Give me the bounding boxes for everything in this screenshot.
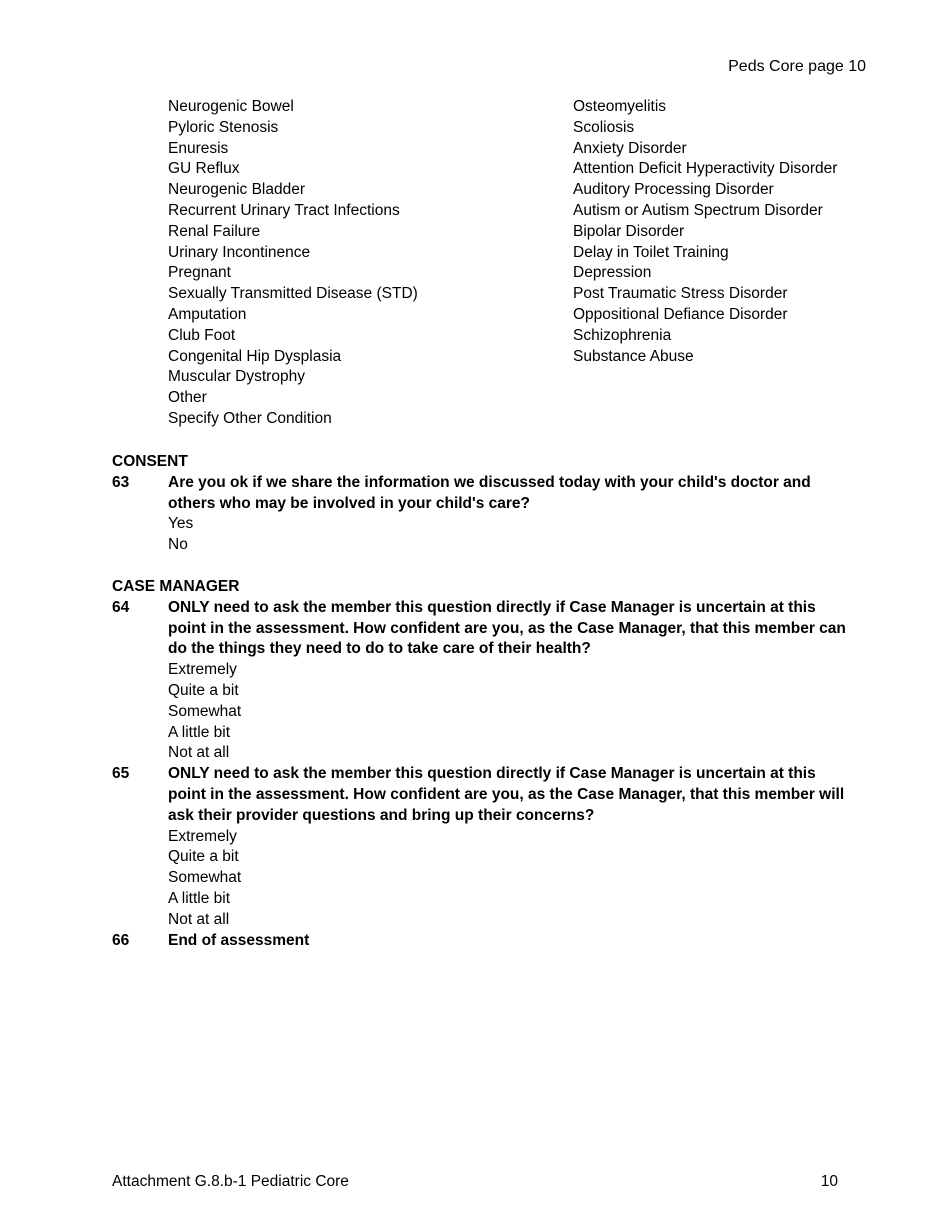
answer-option: Extremely: [168, 661, 237, 679]
condition-item: Enuresis: [168, 139, 229, 157]
condition-item: Pregnant: [168, 264, 231, 282]
condition-item: Recurrent Urinary Tract Infections: [168, 201, 400, 219]
condition-list: [168, 97, 888, 430]
condition-item: Post Traumatic Stress Disorder: [573, 285, 788, 303]
condition-item: Osteomyelitis: [573, 98, 667, 115]
condition-item: Urinary Incontinence: [168, 243, 311, 261]
condition-item: Neurogenic Bladder: [168, 181, 306, 199]
condition-item: Substance Abuse: [573, 347, 694, 365]
case-manager-section: [112, 577, 852, 951]
condition-item: Anxiety Disorder: [573, 139, 687, 157]
condition-item: Bipolar Disorder: [573, 222, 685, 240]
condition-item: Oppositional Defiance Disorder: [573, 305, 788, 323]
question-64: [112, 598, 852, 764]
condition-item: Autism or Autism Spectrum Disorder: [573, 201, 823, 219]
condition-column-left: [168, 97, 573, 430]
question-66: [112, 931, 852, 952]
question-text: ONLY need to ask the member this question directly if Case Manager is uncertain at this point in the assessment. How confident are you, as the Case Manager, that this member can do the things they need to do to take care of their health?: [168, 598, 846, 658]
answer-option: Somewhat: [168, 869, 242, 887]
answer-option: Quite a bit: [168, 848, 239, 866]
answer-option: Yes: [168, 515, 194, 533]
condition-item: Auditory Processing Disorder: [573, 181, 774, 199]
answer-option: A little bit: [168, 889, 231, 907]
question-65: [112, 764, 852, 930]
condition-item: Neurogenic Bowel: [168, 98, 294, 115]
question-63: [112, 473, 852, 556]
question-number: 66: [112, 931, 130, 949]
answer-option: No: [168, 536, 188, 554]
condition-item: Renal Failure: [168, 222, 261, 240]
answer-option: Somewhat: [168, 702, 242, 720]
question-number: 65: [112, 765, 130, 783]
page-header-label: Peds Core page 10: [728, 58, 866, 75]
answer-option: Extremely: [168, 827, 237, 845]
condition-item: Sexually Transmitted Disease (STD): [168, 285, 418, 303]
question-number: 63: [112, 473, 130, 491]
condition-item: Club Foot: [168, 326, 236, 344]
condition-item: GU Reflux: [168, 160, 240, 178]
condition-item: Other: [168, 389, 207, 407]
condition-item: Delay in Toilet Training: [573, 243, 729, 261]
condition-item: Muscular Dystrophy: [168, 368, 305, 386]
condition-item: Scoliosis: [573, 118, 635, 136]
consent-section: [112, 452, 852, 556]
consent-section-title: CONSENT: [112, 453, 188, 470]
question-text: Are you ok if we share the information we discussed today with your child's doctor and others who may be involved in your child's care?: [168, 473, 811, 512]
condition-item: Amputation: [168, 305, 247, 323]
answer-option: Not at all: [168, 910, 230, 928]
condition-item: Specify Other Condition: [168, 409, 332, 427]
answer-option: A little bit: [168, 723, 231, 741]
case-manager-section-title: CASE MANAGER: [112, 578, 240, 595]
condition-column-right: [573, 97, 873, 430]
footer-attachment-label: Attachment G.8.b-1 Pediatric Core: [112, 1173, 349, 1190]
question-text: End of assessment: [168, 931, 310, 949]
condition-item: Pyloric Stenosis: [168, 118, 279, 136]
condition-item: Attention Deficit Hyperactivity Disorder: [573, 160, 838, 178]
condition-item: Depression: [573, 264, 652, 282]
answer-option: Quite a bit: [168, 681, 239, 699]
question-text: ONLY need to ask the member this question directly if Case Manager is uncertain at this point in the assessment. How confident are you, as the Case Manager, that this member will ask their provider questions and bring up their concerns?: [168, 765, 845, 824]
condition-item: Schizophrenia: [573, 326, 672, 344]
question-number: 64: [112, 598, 130, 616]
answer-option: Not at all: [168, 744, 230, 762]
footer-page-number: 10: [820, 1173, 838, 1190]
condition-item: Congenital Hip Dysplasia: [168, 347, 342, 365]
